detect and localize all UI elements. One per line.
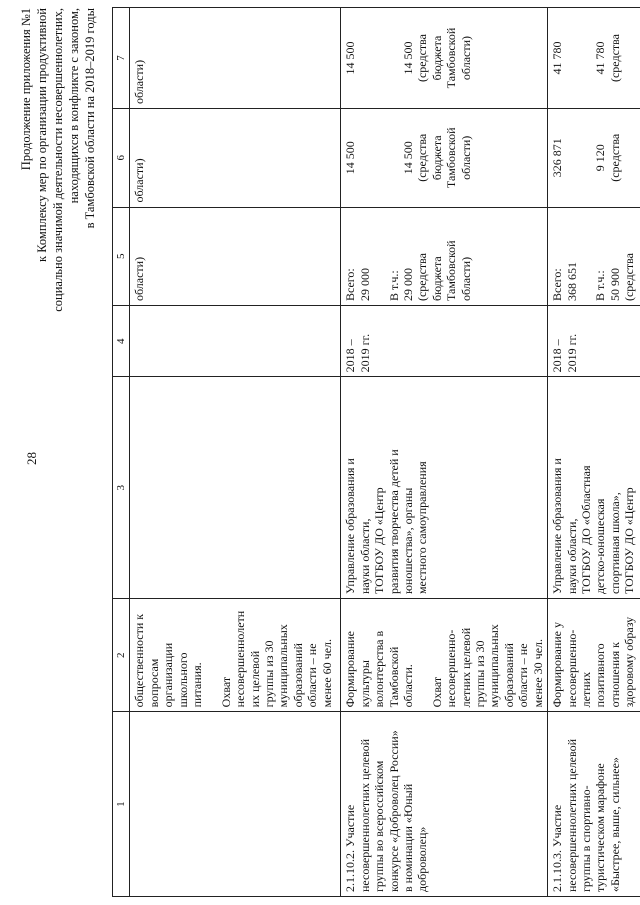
column-number: 3: [113, 377, 130, 599]
cell-measure: [548, 712, 640, 897]
cell-line: образований: [290, 643, 305, 708]
cell-line: муниципальных: [487, 624, 502, 708]
cell-line: несовершенно-: [564, 629, 579, 708]
cell-line: общественности к: [132, 613, 147, 708]
cell-line: 2019 гг.: [357, 333, 372, 373]
cell-line: [204, 603, 218, 707]
header-line: социально значимой деятельности несовершеннолетних,: [51, 8, 65, 312]
cell-line: науки области,: [357, 518, 372, 595]
cell-line: летних: [578, 671, 593, 708]
cell-line: [387, 113, 401, 203]
cell-line: образований: [501, 643, 516, 708]
cell-line: детско-юношеская: [593, 498, 608, 595]
cell-line: области – не: [305, 643, 320, 708]
cell-line: 14 500: [343, 41, 358, 75]
cell-line: Формирование у: [550, 621, 565, 708]
cell-line: Тамбовской: [444, 127, 459, 189]
cell-line: группы из 30: [262, 640, 277, 708]
cell-line: науки области,: [564, 518, 579, 595]
cell-line: бюджета: [429, 135, 444, 181]
cell-line: ТОГБОУ ДО «Центр: [622, 487, 637, 595]
cell-executors: [130, 377, 341, 599]
cell-line: Всего:: [550, 268, 565, 302]
cell-line: несовершеннолетних целевой: [564, 738, 579, 892]
cell-line: бюджета: [429, 256, 444, 302]
cell-line: несовершеннолетних целевой: [357, 738, 372, 892]
cell-line: [415, 603, 429, 707]
header-line: находящихся в конфликте с законом,: [67, 8, 81, 204]
cell-line: несовершенно-: [444, 629, 459, 708]
cell-line: культуры: [357, 660, 372, 708]
cell-line: [387, 12, 401, 104]
cell-line: (средства: [415, 253, 430, 302]
column-number-row: [113, 8, 130, 897]
cell-result: [548, 599, 640, 712]
cell-line: 2018 –: [550, 339, 565, 373]
cell-line: (средства: [415, 34, 430, 83]
cell-line: ТОГБОУ ДО «Областная: [578, 465, 593, 595]
cell-line: (средства: [622, 253, 637, 302]
table-row-continuation: [130, 8, 341, 897]
cell-line: области): [458, 135, 473, 180]
cell-line: (средства: [607, 133, 622, 182]
cell-measure: [341, 712, 548, 897]
column-number: 1: [113, 712, 130, 897]
cell-line: [372, 212, 386, 302]
cell-line: области): [458, 256, 473, 302]
cell-line: 2019 гг.: [564, 333, 579, 373]
cell-executors: [341, 377, 548, 599]
cell-line: юношества», органы: [401, 487, 416, 595]
cell-total-funding: [548, 207, 640, 306]
cell-total-funding: [341, 207, 548, 306]
cell-line: Формирование: [343, 630, 358, 708]
cell-line: местного самоуправления: [415, 461, 430, 595]
cell-line: 2018 –: [343, 339, 358, 373]
header-line: в Тамбовской области на 2018–2019 годы: [83, 8, 97, 229]
cell-text: области): [132, 158, 147, 203]
cell-result: [341, 599, 548, 712]
cell-line: 326 871: [550, 138, 565, 178]
cell-line: вопросам: [146, 658, 161, 708]
cell-line: [358, 113, 372, 203]
cell-line: 41 780: [593, 41, 608, 75]
cell-line: 368 651: [564, 262, 579, 302]
cell-line: здоровому образу: [622, 616, 637, 708]
table-row: [341, 8, 548, 897]
cell-total-funding: [130, 207, 341, 306]
column-number: 7: [113, 8, 130, 109]
cell-line: [372, 12, 386, 104]
column-number: 5: [113, 207, 130, 306]
table-row: [548, 8, 640, 897]
cell-line: группы из 30: [473, 640, 488, 708]
cell-line: (средства: [607, 34, 622, 83]
column-number: 2: [113, 599, 130, 712]
cell-line: 2.1.10.3. Участие: [550, 804, 565, 892]
cell-line: [358, 12, 372, 104]
cell-measure: [130, 712, 341, 897]
cell-line: Управление образования и: [343, 458, 358, 595]
cell-line: 50 900: [607, 268, 622, 302]
cell-line: отношения к: [607, 642, 622, 708]
cell-line: В т.ч.:: [593, 270, 608, 302]
header-line: к Комплексу мер по организации продуктивной: [35, 8, 49, 262]
cell-line: В т.ч.:: [386, 270, 401, 302]
cell-line: развития творчества детей и: [386, 449, 401, 595]
column-number: 4: [113, 306, 130, 377]
cell-line: [579, 113, 593, 203]
cell-line: области): [458, 35, 473, 81]
cell-line: бюджета: [429, 35, 444, 81]
cell-line: позитивного: [593, 643, 608, 708]
cell-result: [130, 599, 341, 712]
appendix-header: [18, 8, 98, 528]
cell-line: муниципальных: [276, 624, 291, 708]
measures-table: [112, 7, 640, 897]
cell-line: Тамбовской: [386, 646, 401, 708]
cell-line: туристическом марафоне: [593, 763, 608, 892]
cell-line: (средства: [415, 133, 430, 182]
cell-line: несовершеннолетн: [233, 610, 248, 708]
cell-funding-2019: [341, 8, 548, 109]
cell-text: области): [132, 256, 147, 302]
cell-line: [565, 113, 579, 203]
cell-line: 41 780: [550, 41, 565, 75]
cell-funding-2019: [130, 8, 341, 109]
cell-line: Тамбовской: [444, 27, 459, 89]
cell-line: ТОГБОУ ДО «Центр: [372, 487, 387, 595]
cell-line: Всего:: [343, 268, 358, 302]
cell-line: области.: [401, 664, 416, 708]
cell-line: конкурсе «Доброволец России»: [386, 730, 401, 892]
cell-line: в номинации «Юный: [401, 783, 416, 892]
cell-line: питания.: [190, 662, 205, 708]
cell-period: [130, 306, 341, 377]
header-line: Продолжение приложения №1: [19, 8, 33, 171]
cell-line: [579, 12, 593, 104]
cell-line: летних целевой: [458, 627, 473, 708]
cell-line: [372, 113, 386, 203]
cell-executors: [548, 377, 640, 599]
cell-line: доброволец»: [415, 826, 430, 892]
cell-line: области – не: [516, 643, 531, 708]
cell-line: группы в спортивно-: [578, 785, 593, 892]
cell-line: спортивная школа»,: [607, 492, 622, 595]
cell-line: Управление образования и: [550, 458, 565, 595]
cell-line: группы во всероссийском: [372, 760, 387, 892]
cell-line: 29 000: [357, 268, 372, 302]
cell-line: школьного: [175, 652, 190, 708]
cell-line: Охват: [218, 676, 233, 708]
cell-line: их целевой: [247, 650, 262, 708]
column-number: 6: [113, 109, 130, 208]
cell-line: 14 500: [401, 141, 416, 175]
cell-line: 29 000: [401, 268, 416, 302]
cell-line: «Быстрее, выше, сильнее»: [607, 757, 622, 892]
cell-line: [579, 212, 593, 302]
cell-line: 14 500: [401, 41, 416, 75]
cell-funding-2018: [548, 109, 640, 208]
cell-funding-2018: [130, 109, 341, 208]
cell-line: 14 500: [343, 141, 358, 175]
cell-line: волонтерства в: [372, 630, 387, 708]
cell-line: Тамбовской: [444, 240, 459, 302]
cell-line: 9 120: [593, 144, 608, 172]
cell-line: менее 30 чел.: [530, 638, 545, 708]
cell-line: 2.1.10.2. Участие: [343, 804, 358, 892]
cell-line: организации: [161, 642, 176, 708]
cell-funding-2019: [548, 8, 640, 109]
cell-line: Охват: [429, 676, 444, 708]
page-number: 28: [24, 452, 39, 465]
cell-line: менее 60 чел.: [319, 638, 334, 708]
cell-funding-2018: [341, 109, 548, 208]
cell-text: области): [132, 59, 147, 105]
cell-period: [341, 306, 548, 377]
cell-line: [565, 12, 579, 104]
cell-period: [548, 306, 640, 377]
